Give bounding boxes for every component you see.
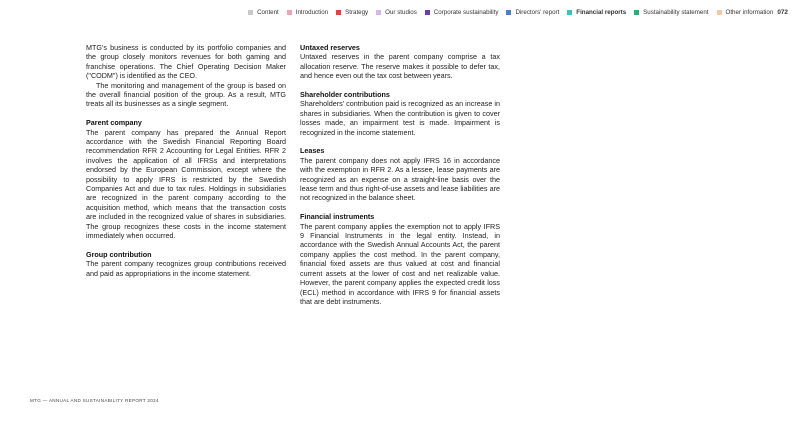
parent-company-body: The parent company has prepared the Annual Report accordance with the Swedish Financial Reporting Board recommendation RFR 2 Accounting for Legal Entities. RFR 2 involves the application of all IFRSs and interpretations endorsed by the European Commission, except where the possibility to apply IFRS is restricted by the Swedish Companies Act and due to tax rules. Holdings in subsidiaries are recognized in the parent company according to the acquisition method, which means that the transaction costs are included in the recognized value of shares in subsidiaries. The group recognizes these costs in the income statement immediately when occurred. [86, 127, 286, 241]
nav-swatch-icon [248, 10, 253, 15]
untaxed-reserves-body: Untaxed reserves in the parent company comprise a tax allocation reserve. The reserve makes it possible to defer tax, and hence even out the tax cost between years. [300, 52, 500, 81]
nav-swatch-icon [567, 10, 572, 15]
nav-swatch-icon [425, 10, 430, 15]
nav-swatch-icon [376, 10, 381, 15]
nav-item-strategy[interactable] [336, 9, 368, 16]
nav-swatch-icon [287, 10, 292, 15]
left-column [86, 43, 286, 278]
report-footer: MTG — ANNUAL AND SUSTAINABILITY REPORT 2024 [30, 398, 159, 403]
nav-item-other-information[interactable] [717, 9, 774, 16]
nav-item-label: Financial reports [576, 9, 627, 16]
nav-item-label: Content [257, 9, 279, 16]
nav-item-sustainability-statement[interactable] [634, 9, 708, 16]
nav-swatch-icon [634, 10, 639, 15]
nav-swatch-icon [336, 10, 341, 15]
group-contribution-body: The parent company recognizes group contributions received and paid as appropriations in the income statement. [86, 259, 286, 278]
top-navigation [190, 9, 788, 16]
nav-item-label: Other information [725, 9, 774, 16]
financial-instruments-body: The parent company applies the exemption not to apply IFRS 9 Financial Instruments in the legal entity. Instead, in accordance with the Swedish Annual Accounts Act, the parent company applies the cost method. In the parent company, financial fixed assets are thus valued at cost and financial current assets at the lower of cost and net realizable value. However, the parent company applies the expected credit loss (ECL) method in accordance with IFRS 9 for financial assets that are debt instruments. [300, 221, 500, 306]
leases-body: The parent company does not apply IFRS 16 in accordance with the exemption in RFR 2. As a lessee, lease payments are recognized as an expense on a straight-line basis over the lease term and thus right-of-use assets and lease liabilities are not recognized in the balance sheet. [300, 155, 500, 203]
financial-instruments-heading: Financial instruments [300, 212, 375, 222]
nav-item-label: Sustainability statement [643, 9, 709, 16]
nav-item-label: Strategy [345, 9, 369, 16]
segment-paragraph-2: The monitoring and management of the group is based on the overall financial position of the group. As a result, MTG treats all its businesses as a single segment. [86, 80, 286, 109]
right-column [300, 43, 500, 306]
nav-item-introduction[interactable] [287, 9, 328, 16]
nav-item-financial-reports[interactable] [567, 9, 626, 16]
nav-swatch-icon [506, 10, 511, 15]
segment-paragraph-1: MTG's business is conducted by its portfolio companies and the group closely monitors revenues for both gaming and franchise operations. The Chief Operating Decision Maker ("CODM") is identified as the CEO. [86, 43, 286, 81]
nav-item-label: Our studios [385, 9, 417, 16]
nav-item-label: Directors' report [515, 9, 560, 16]
nav-item-corporate-sustainability[interactable] [425, 9, 499, 16]
nav-item-directors-report[interactable] [506, 9, 559, 16]
page-number: 072 [777, 9, 788, 16]
nav-swatch-icon [717, 10, 722, 15]
nav-item-label: Introduction [295, 9, 329, 16]
nav-item-our-studios[interactable] [376, 9, 417, 16]
nav-item-label: Corporate sustainability [433, 9, 499, 16]
parent-company-heading: Parent company [86, 118, 142, 128]
leases-heading: Leases [300, 146, 325, 156]
shareholder-contributions-body: Shareholders' contribution paid is recognized as an increase in shares in subsidiaries. When the contribution is given to cover losses made, an impairment test is made. Impairment is recognized in the income statement. [300, 99, 500, 137]
group-contribution-heading: Group contribution [86, 249, 152, 259]
nav-item-content[interactable] [248, 9, 279, 16]
untaxed-reserves-heading: Untaxed reserves [300, 43, 360, 52]
shareholder-contributions-heading: Shareholder contributions [300, 90, 390, 100]
